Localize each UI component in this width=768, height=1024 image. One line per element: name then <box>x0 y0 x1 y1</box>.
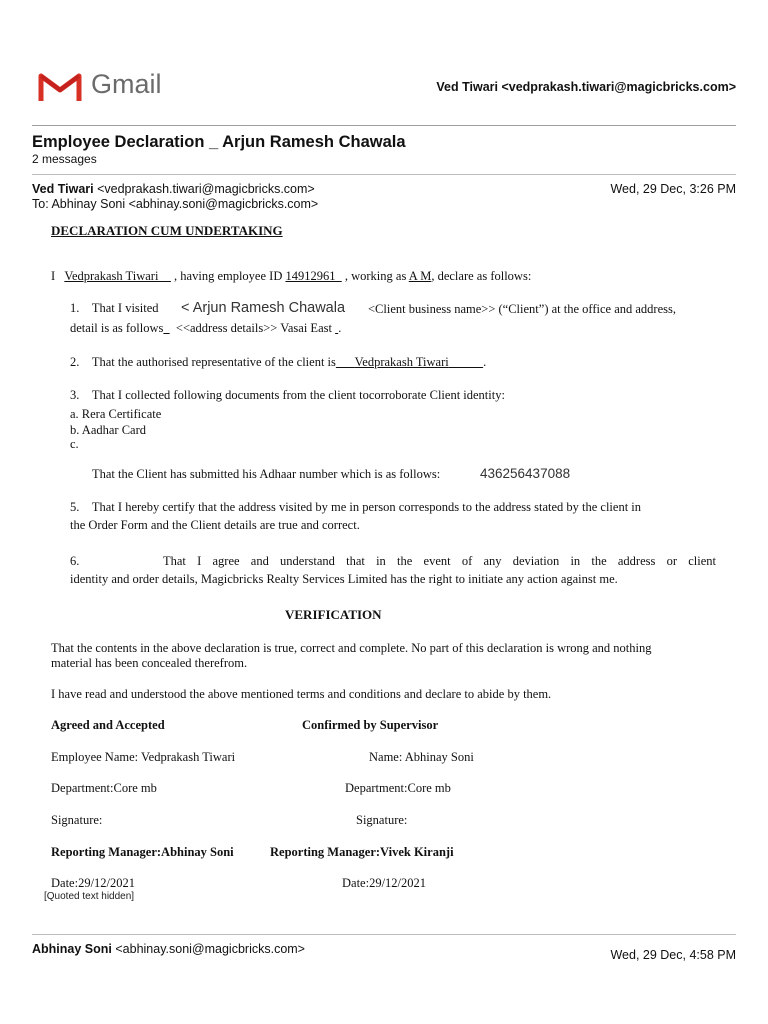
point-5-line2: the Order Form and the Client details are true and correct. <box>70 518 360 532</box>
declaration-title: DECLARATION CUM UNDERTAKING <box>51 223 283 238</box>
gmail-envelope-icon <box>38 71 82 103</box>
supervisor-signature: Signature: <box>356 813 408 827</box>
employee-date: Date:29/12/2021 <box>51 876 136 890</box>
employee-name-field: Vedprakash Tiwari <box>64 269 159 283</box>
employee-department: Department:Core mb <box>51 781 157 795</box>
divider-thread <box>32 174 736 175</box>
quoted-text-hidden[interactable]: [Quoted text hidden] <box>44 891 135 902</box>
verification-title: VERIFICATION <box>285 607 382 622</box>
sender-email: <vedprakash.tiwari@magicbricks.com> <box>97 182 315 196</box>
supervisor-department: Department:Core mb <box>345 781 451 795</box>
point-6-line1: That I agree and understand that in the event of any deviation in the address or client <box>163 554 716 568</box>
employee-role-field: A M <box>408 269 432 283</box>
sender-name: Ved Tiwari <box>32 182 94 196</box>
point-6-num: 6. <box>70 554 80 568</box>
point-1-line1: 1. That I visited <box>70 301 159 315</box>
gmail-brand-text: Gmail <box>91 69 162 99</box>
representative-name: Vedprakash Tiwari <box>354 355 449 369</box>
verification-para2: I have read and understood the above mentioned terms and conditions and declare to abide by them. <box>51 687 552 701</box>
message1-date: Wed, 29 Dec, 3:26 PM <box>610 182 736 196</box>
divider-message2 <box>32 934 736 935</box>
account-email: Ved Tiwari <vedprakash.tiwari@magicbricks.com> <box>436 80 736 94</box>
point-4: That the Client has submitted his Adhaar number which is as follows: <box>92 467 441 481</box>
message1-sender[interactable] <box>32 182 315 196</box>
verification-para1-line1: That the contents in the above declaration is true, correct and complete. No part of this declaration is wrong and nothing <box>51 641 652 655</box>
agreed-heading: Agreed and Accepted <box>51 718 165 732</box>
document-b: b. Aadhar Card <box>70 423 147 437</box>
gmail-logo[interactable] <box>38 70 168 104</box>
sender-name: Abhinay Soni <box>32 942 112 956</box>
sender-email: <abhinay.soni@magicbricks.com> <box>115 942 305 956</box>
point-3: 3. That I collected following documents from the client tocorroborate Client identity: <box>70 388 505 402</box>
point-2: 2. That the authorised representative of the client is Vedprakash Tiwari . <box>70 355 487 369</box>
thread-subject: Employee Declaration _ Arjun Ramesh Chawala <box>32 133 406 151</box>
document-c: c. <box>70 437 79 451</box>
thread-message-count: 2 messages <box>32 152 97 166</box>
supervisor-date: Date:29/12/2021 <box>342 876 427 890</box>
divider-top <box>32 125 736 126</box>
client-name-field: < Arjun Ramesh Chawala <box>181 300 346 316</box>
point-1-line2: detail is as follows <<address details>> Vasai East . <box>70 321 342 335</box>
message2-date: Wed, 29 Dec, 4:58 PM <box>610 948 736 962</box>
message2-sender[interactable] <box>32 942 305 956</box>
message1-recipient: To: Abhinay Soni <abhinay.soni@magicbricks.com> <box>32 197 319 211</box>
point-1-rest: <Client business name>> (“Client”) at the office and address, <box>368 302 676 316</box>
employee-name: Employee Name: Vedprakash Tiwari <box>51 750 236 764</box>
employee-reporting-manager: Reporting Manager:Abhinay Soni <box>51 845 234 859</box>
employee-id-field: 14912961 <box>285 269 336 283</box>
document-a: a. Rera Certificate <box>70 407 162 421</box>
confirmed-heading: Confirmed by Supervisor <box>302 718 439 732</box>
supervisor-reporting-manager: Reporting Manager:Vivek Kiranji <box>270 845 454 859</box>
aadhaar-number: 436256437088 <box>480 466 571 481</box>
point-6-line2: identity and order details, Magicbricks Realty Services Limited has the right to initiate any action against me. <box>70 572 618 586</box>
point-5-line1: 5. That I hereby certify that the address visited by me in person corresponds to the address stated by the client in <box>70 500 642 514</box>
supervisor-name: Name: Abhinay Soni <box>369 750 474 764</box>
declaration-intro: I Vedprakash Tiwari , having employee ID 14912961 , working as A M, declare as follows: <box>51 269 532 283</box>
employee-signature: Signature: <box>51 813 103 827</box>
verification-para1-line2: material has been concealed therefrom. <box>51 656 248 670</box>
